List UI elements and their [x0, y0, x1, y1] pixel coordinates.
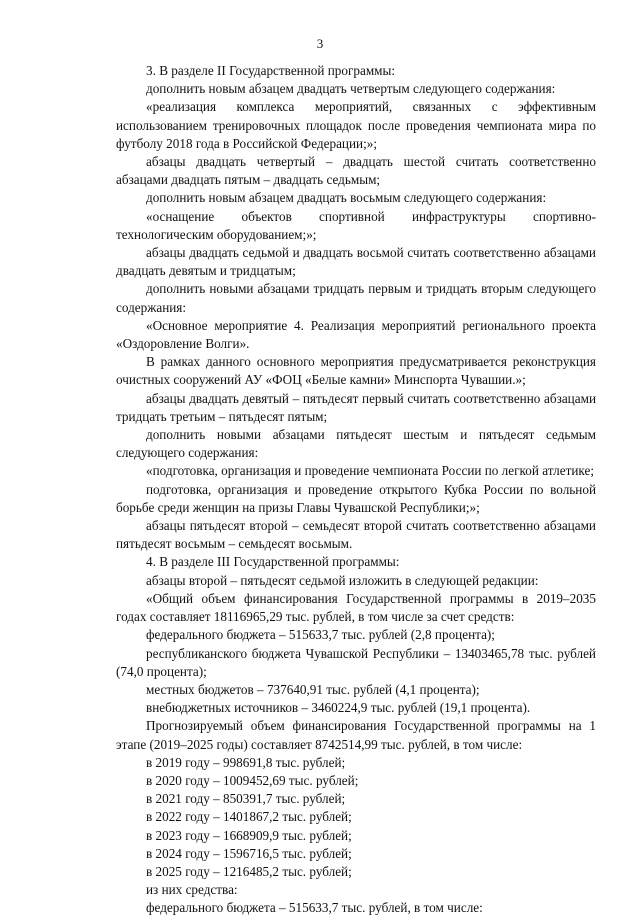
paragraph: внебюджетных источников – 3460224,9 тыс. рублей (19,1 процента).: [146, 700, 531, 716]
list-item: в 2025 году – 1216485,2 тыс. рублей;: [146, 863, 352, 879]
list-item: в 2021 году – 850391,7 тыс. рублей;: [146, 791, 346, 807]
paragraph: федерального бюджета – 515633,7 тыс. рублей (2,8 процента);: [146, 627, 495, 643]
paragraph: Прогнозируемый объем финансирования Государственной программы на 1 этапе (2019–2025 годы) составляет 8742514,99 тыс. рублей, в том числе:: [116, 718, 596, 752]
paragraph: абзацы двадцать седьмой и двадцать восьмой считать соответственно абзацами двадцать девятым и тридцатым;: [116, 245, 596, 279]
list-item: в 2022 году – 1401867,2 тыс. рублей;: [146, 809, 352, 825]
paragraph: республиканского бюджета Чувашской Республики – 13403465,78 тыс. рублей (74,0 процента);: [116, 645, 596, 679]
list-item: в 2019 году – 998691,8 тыс. рублей;: [146, 754, 346, 770]
paragraph: абзацы двадцать четвертый – двадцать шестой считать соответственно абзацами двадцать пятым – двадцать седьмым;: [116, 154, 596, 188]
document-body: [116, 62, 596, 918]
paragraph: дополнить новыми абзацами тридцать первым и тридцать вторым следующего содержания:: [116, 281, 596, 315]
paragraph: абзацы пятьдесят второй – семьдесят второй считать соответственно абзацами пятьдесят восьмым – семьдесят восьмым.: [116, 518, 596, 552]
paragraph: местных бюджетов – 737640,91 тыс. рублей (4,1 процента);: [146, 681, 480, 697]
paragraph: В рамках данного основного мероприятия предусматривается реконструкция очистных сооружений АУ «ФОЦ «Белые камни» Минспорта Чувашии.»;: [116, 354, 596, 388]
paragraph: «подготовка, организация и проведение чемпионата России по легкой атлетике;: [146, 463, 594, 479]
paragraph: «реализация комплекса мероприятий, связанных с эффективным использованием тренировочных площадок после проведения чемпионата мира по футболу 2018 года в Российской Федерации;»;: [116, 99, 596, 151]
paragraph: подготовка, организация и проведение открытого Кубка России по вольной борьбе среди женщин на призы Главы Чувашской Республики;»;: [116, 481, 596, 515]
paragraph: из них средства:: [146, 882, 238, 898]
list-item: в 2024 году – 1596716,5 тыс. рублей;: [146, 845, 352, 861]
paragraph: 4. В разделе III Государственной программы:: [146, 554, 400, 570]
paragraph: 3. В разделе II Государственной программы:: [146, 63, 396, 78]
paragraph: дополнить новыми абзацами пятьдесят шестым и пятьдесят седьмым следующего содержания:: [116, 427, 596, 461]
paragraph: федерального бюджета – 515633,7 тыс. рублей, в том числе:: [146, 900, 483, 916]
list-item: в 2023 году – 1668909,9 тыс. рублей;: [146, 827, 352, 843]
list-item: в 2020 году – 1009452,69 тыс. рублей;: [146, 772, 359, 788]
paragraph: дополнить новым абзацем двадцать четвертым следующего содержания:: [146, 81, 556, 97]
paragraph: «Общий объем финансирования Государственной программы в 2019–2035 годах составляет 18116965,29 тыс. рублей, в том числе за счет средств:: [116, 590, 596, 625]
paragraph: дополнить новым абзацем двадцать восьмым следующего содержания:: [146, 190, 547, 206]
page-number: 3: [316, 36, 324, 51]
paragraph: «оснащение объектов спортивной инфраструктуры спортивно-технологическим оборудованием;»;: [116, 208, 596, 242]
paragraph: «Основное мероприятие 4. Реализация мероприятий регионального проекта «Оздоровление Волги».: [116, 317, 596, 352]
paragraph: абзацы второй – пятьдесят седьмой изложить в следующей редакции:: [146, 572, 539, 588]
paragraph: абзацы двадцать девятый – пятьдесят первый считать соответственно абзацами тридцать третьим – пятьдесят пятым;: [116, 390, 596, 424]
